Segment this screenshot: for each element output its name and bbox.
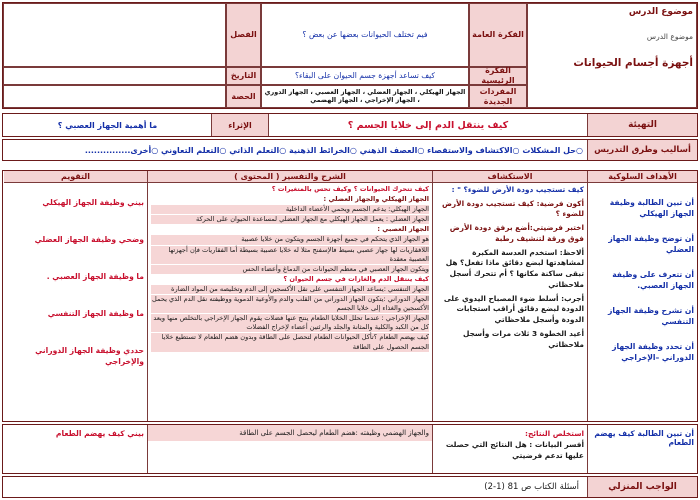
methods-label: أساليب وطرق التدريس [587,140,697,160]
conclusion-title: استخلص النتائج: [525,429,584,438]
explanation-item: الجهاز التنفسي :يساعد الجهاز التنفسي على نقل الأكسجين إلى الدم وتخليصه من المواد الضارة [151,285,429,294]
bottom-evaluation-cell [4,425,147,473]
explanation-item: الجهاز الإخراجي : عندما تحلل الخلايا الطعام ينتج عنها فضلات يقوم الجهاز الإخراجي بالتخلص منها ويعد كل من الكبد والكلية والمثانة والجلد والرئتين أعضاء لإخراج الفضلات [151,314,429,332]
objective-item: أن تشرح وظيفة الجهاز التنفسي [608,306,694,326]
lesson-topic-label: موضوع الدرس [628,7,693,17]
evaluation-head: التقويم [4,171,147,183]
conclusion-body: أفسر البيانات : هل النتائج التي حصلت عليها تدعم فرضيتي [445,440,584,461]
objectives-head: الأهداف السلوكية [588,171,697,183]
homework-row [2,476,698,498]
explanation-item: الجهاز الهيكلي والجهاز العضلي : [323,195,429,204]
methods-text: ○حل المشكلات ○الاكتشاف والاستقصاء ○العصف الذهني ○الخرائط الذهنية ○التعلم الذاتي ○التعلم التعاوني ○أخرى............... [84,145,583,155]
date-value [3,67,226,85]
homework-label: الواجب المنزلي [587,477,697,497]
period-value [3,85,226,108]
bottom-evaluation: بيني كيف يهضم الطعام [55,429,144,438]
objective-item: أن تبين الطالبة وظيفة الجهاز الهيكلي [609,198,694,218]
vocab-label: المفردات الجديدة [469,85,527,108]
exploration-item: أعيد الخطوة 3 ثلاث مرات وأسجل ملاحظاتي [463,328,584,349]
explanation-column [147,171,432,421]
explanation-head: الشرح والتفسير ( المحتوى ) [148,171,432,183]
explanation-item: كيف تتحرك الحيوانات ؟ وكيف تحس بالمتغيرات ؟ [271,185,429,193]
bottom-row [2,424,698,474]
explanation-item: الجهاز العصبي : [377,225,429,234]
general-idea-label: الفكرة العامة [469,3,527,67]
exploration-item: أكون فرضية: كيف تستجيب دودة الأرض للضوء ؟ [441,198,584,219]
evaluation-item: ما وظيفة الجهاز التنفسي [47,309,144,318]
lesson-title: أجهزة أجسام الحيوانات [573,56,693,69]
exploration-list [436,185,584,419]
evaluation-column [4,171,147,421]
explanation-item: ويتكون الجهاز العصبي في معظم الحيوانات من الدماغ وأعضاء الحس [151,265,429,274]
bottom-explanation-cell [147,425,432,473]
objective-item: أن توضح وظيفة الجهاز العضلي [608,234,694,254]
evaluation-item: ما وظيفة الجهاز العصبي . [46,272,144,281]
chapter-value [3,3,226,67]
exploration-item: أجرب: أسلط ضوء المصباح اليدوي على الدودة لبضع دقائق أراقب استجابات الدودة وأسجل ملاحظاتي [443,293,584,325]
exploration-item: ألاحظ: استخدم العدسة المكبرة لمشاهدتها لبضع دقائق ماذا تفعل؟ هل تبقى ساكنة مكانها ؟ أم تتحرك أسجل ملاحظاتي [445,247,584,289]
general-idea-value: فيم تختلف الحيوانات بعضها عن بعض ؟ [261,3,469,67]
methods-row [2,139,698,161]
evaluation-list [7,185,144,419]
intro-text: كيف ينتقل الدم إلى خلايا الجسم ؟ [347,119,509,131]
main-idea-value: كيف تساعد أجهزة جسم الحيوان على البقاء؟ [261,67,469,85]
objective-item: أن تتعرف على وظيفة الجهاز العصبي. [612,270,694,290]
evaluation-item: بيني وظيفة الجهاز الهيكلي [42,198,144,207]
exploration-head: الاستكشاف [433,171,587,183]
intro-row [2,113,698,137]
lesson-topic-block [527,3,697,108]
date-label: التاريخ [226,67,261,85]
exploration-item: كيف تستجيب دودة الأرض للضوء؟ " : [451,185,584,194]
vocab-value: الجهاز الهيكلي ، الجهاز العضلي ، الجهاز العصبي ، الجهاز الدوري ، الجهاز الإخراجي ، الجهاز الهضمي [261,85,469,108]
explanation-item: كيف يهضم الطعام ؟تأكل الحيوانات الطعام لتحصل على الطاقة وبدون هضم الطعام لا تستطيع خلايا الجسم الحصول على الطاقة [151,333,429,351]
explanation-item: اللافقاريات لها جهاز عصبي بسيط فالإسفنج مثلا له خلايا عصبية بسيطة أما الفقاريات فإن أجهزتها العصبية معقدة [151,246,429,264]
main-idea-label: الفكرة الرئيسية [469,67,527,85]
explanation-item: الجهاز العضلي : يعمل الجهاز الهيكلي مع الجهاز العضلي لمساعدة الحيوان على الحركة [151,215,429,224]
lesson-topic-sub: موضوع الدرس [646,31,693,41]
objective-item: أن تحدد وظيفة الجهاز الدوراني –الإخراجي [612,342,694,362]
main-table [2,170,698,422]
evaluation-item: حددي وظيفة الجهاز الدوراني والإخراجي [35,346,144,366]
enrichment-text: ما أهمية الجهاز العصبي ؟ [57,120,158,130]
chapter-label: الفصل [226,3,261,67]
bottom-conclusion-cell [432,425,587,473]
explanation-item: الجهاز الدوراني :يتكون الجهاز الدوراني من القلب والدم والأوعية الدموية ووظيفته نقل الدم الذي يحمل الأكسجين والغذاء إلى خلايا الجسم [152,295,429,313]
bottom-objective-cell [587,425,697,473]
bottom-explanation: والجهاز الهضمي وظيفته :هضم الطعام ليحصل الجسم على الطاقة [148,425,432,441]
explanation-item: الجهاز الهيكلي: يدعم الجسم ويحمي الأعضاء الداخلية [151,205,429,214]
intro-label: التهيئة [587,114,697,136]
explanation-item: هو الجهاز الذي يتحكم في جميع أجهزة الجسم ويتكون من خلايا عصبية [151,235,429,244]
objectives-column [587,171,697,421]
exploration-column [432,171,587,421]
explanation-item: كيف ينتقل الدم والغازات في جسم الحيوان ؟ [283,274,429,283]
header-grid [2,2,698,109]
period-label: الحصة [226,85,261,108]
explanation-list [151,185,429,419]
exploration-item: اختبر فرضيتي:أضع برفق دودة الأرض فوق ورقة لتنشيف رطبة [449,223,584,243]
homework-text: أسئلة الكتاب ص 81 (1-2) [484,482,579,492]
evaluation-item: وضحي وظيفة الجهاز العضلي [34,235,144,244]
objectives-list [591,185,694,419]
bottom-objective: أن تبين الطالبة كيف يهضم الطعام [594,429,694,447]
enrichment-label: الإثراء [211,114,269,136]
